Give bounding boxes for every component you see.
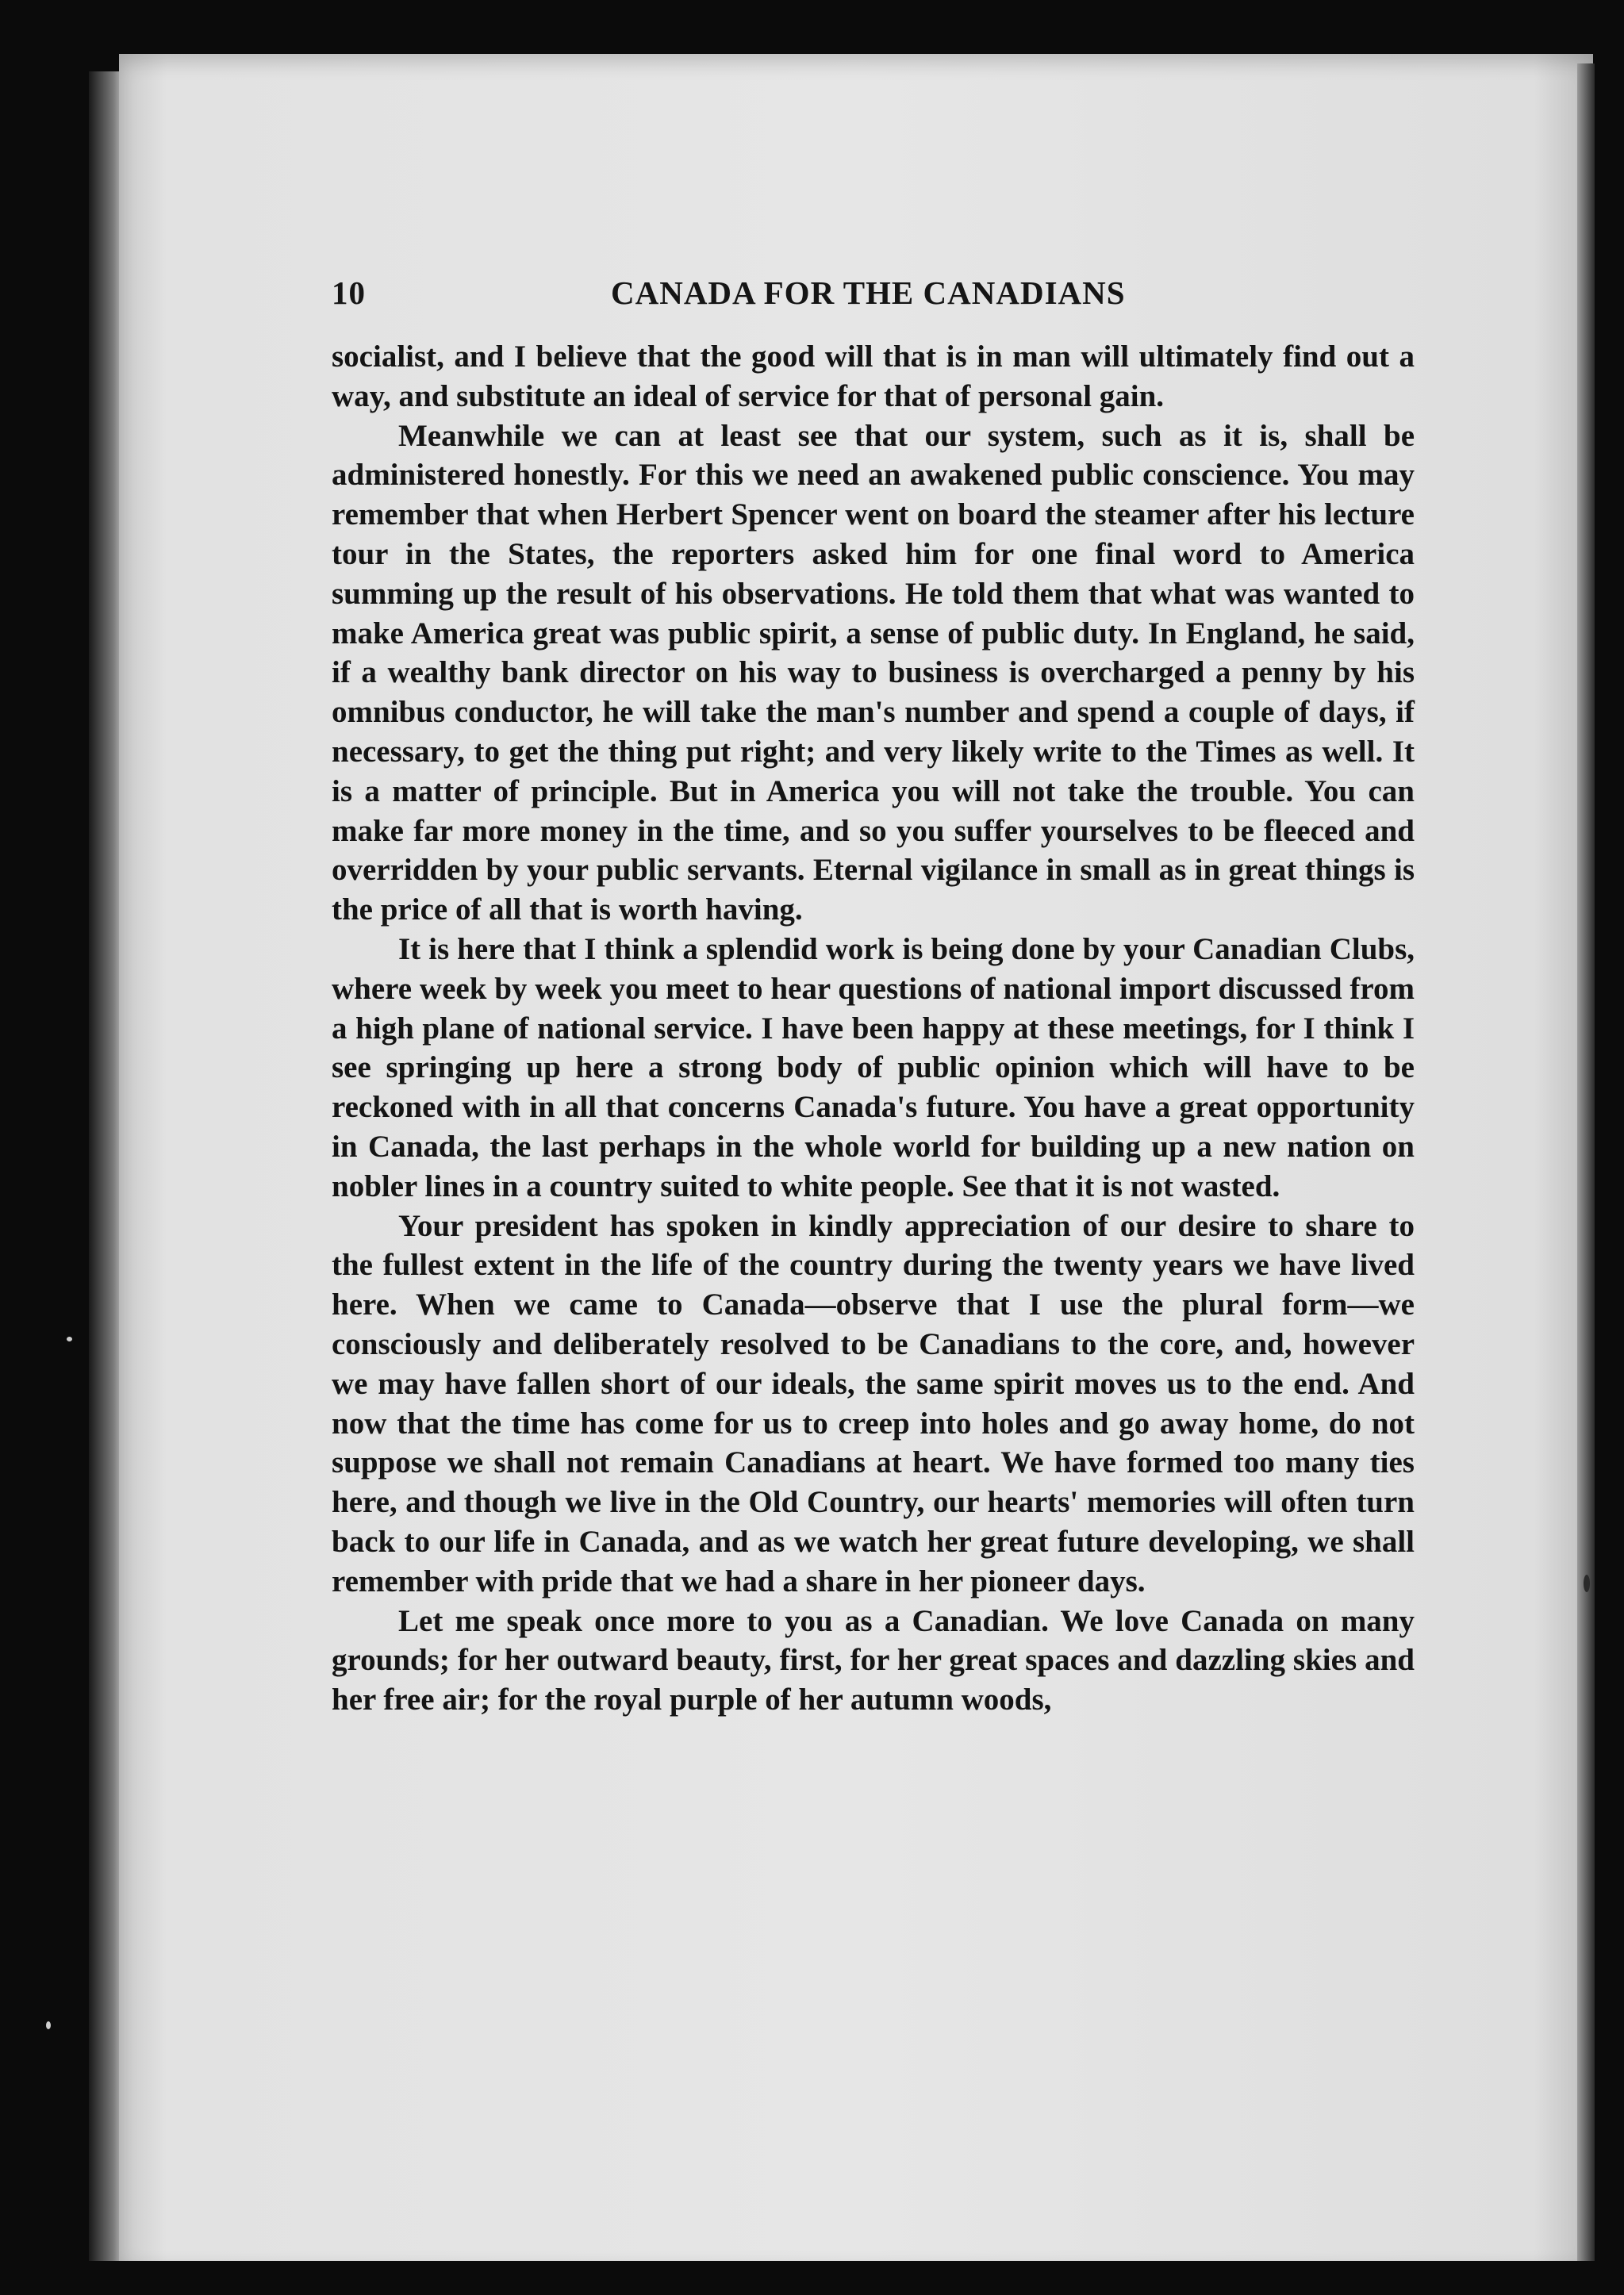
paragraph: socialist, and I believe that the good will that is in man will ultimately find out a way, and substitute an ideal of service for that of personal gain. bbox=[332, 340, 1415, 413]
page-header bbox=[332, 274, 1149, 321]
scan-speck bbox=[67, 1337, 72, 1341]
body-text bbox=[332, 337, 1415, 1720]
page-number: 10 bbox=[332, 274, 366, 311]
paragraph: Your president has spoken in kindly appreciation of our desire to share to the fullest extent in the life of the country during the twenty years we have lived here. When we came to Canada—observe that I use the plural form—we consciously and deliberately resolved to be Canadians to the core, and, however we may have fallen short of our ideals, the same spirit moves us to the end. And now that the time has come for us to creep into holes and go away home, do not suppose we shall not remain Canadians at heart. We have formed too many ties here, and though we live in the Old Country, our hearts' memories will often turn back to our life in Canada, and as we watch her great future developing, we shall remember with pride that we had a share in her pioneer days. bbox=[332, 1208, 1415, 1598]
scan-speck bbox=[1584, 1575, 1590, 1592]
paragraph: Meanwhile we can at least see that our system, such as it is, shall be administered honestly. For this we need an awakened public conscience. You may remember that when Herbert Spencer went on board the steamer after his lecture tour in the States, the reporters asked him for one final word to America summing up the result of his observations. He told them that what was wanted to make America great was public spirit, a sense of public duty. In England, he said, if a wealthy bank director on his way to business is overcharged a penny by his omnibus conductor, he will take the man's number and spend a couple of days, if necessary, to get the thing put right; and very likely write to the Times as well. It is a matter of principle. But in America you will not take the trouble. You can make far more money in the time, and so you suffer yourselves to be fleeced and overridden by your public servants. Eternal vigilance in small as in great things is the price of all that is worth having. bbox=[332, 418, 1415, 927]
paragraph: It is here that I think a splendid work is being done by your Canadian Clubs, where week by week you meet to hear questions of national import discussed from a high plane of national service. I have been happy at these meetings, for I think I see springing up here a strong body of public opinion which will have to be reckoned with in all that concerns Canada's future. You have a great opportunity in Canada, the last perhaps in the whole world for building up a new nation on nobler lines in a country suited to white people. See that it is not wasted. bbox=[332, 931, 1415, 1203]
paragraph: Let me speak once more to you as a Canadian. We love Canada on many grounds; for her outward beauty, first, for her great spaces and dazzling skies and her free air; for the royal purple of her autumn woods, bbox=[332, 1603, 1415, 1717]
running-head: CANADA FOR THE CANADIANS bbox=[611, 274, 1126, 311]
scan-speck bbox=[46, 2021, 51, 2029]
page-binding-edge bbox=[1577, 63, 1595, 2261]
